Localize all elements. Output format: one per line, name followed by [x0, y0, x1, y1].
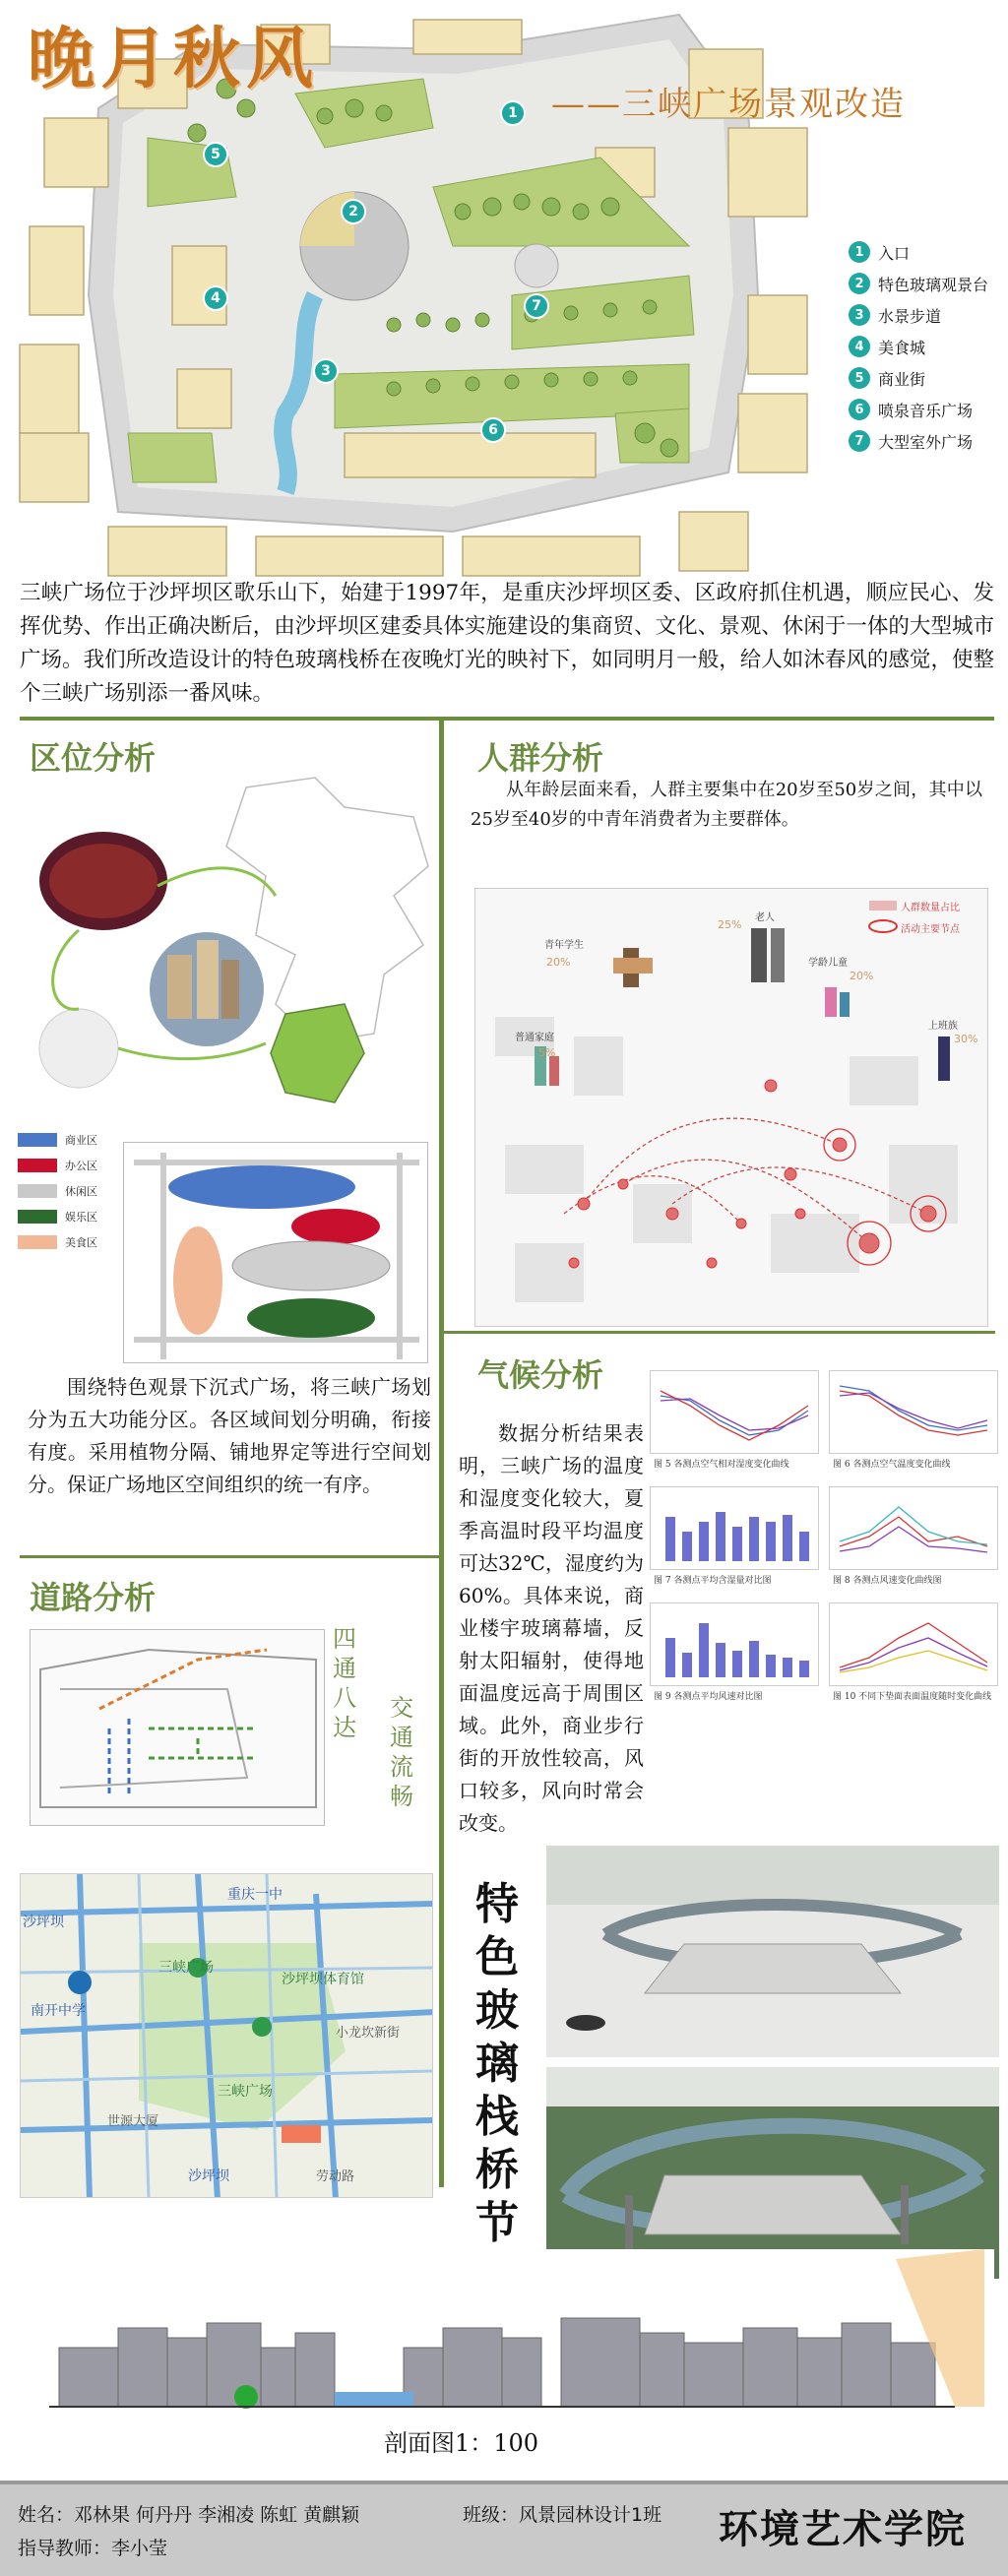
- zone-swatch: [18, 1184, 57, 1198]
- climate-title: 气候分析: [477, 1356, 604, 1394]
- zone-legend: [18, 1127, 97, 1255]
- crowd-map: [474, 888, 988, 1327]
- footer: [0, 2481, 1008, 2576]
- legend-label: 特色玻璃观景台: [878, 275, 989, 294]
- crowd-group-pct: 25%: [718, 918, 742, 931]
- map-label: 沙坪坝: [23, 1915, 64, 1930]
- legend-num: 3: [849, 304, 870, 326]
- zone-legend-row: [18, 1153, 97, 1178]
- climate-chart-5: [650, 1370, 819, 1454]
- plan-pin-3: 3: [313, 358, 339, 384]
- plan-pin-5: 5: [203, 142, 228, 167]
- legend-num: 4: [849, 336, 870, 357]
- crowd-group-label: 老人: [755, 912, 775, 923]
- plan-pin-1: 1: [500, 100, 526, 126]
- map-label: 沙坪坝体育馆: [282, 1972, 364, 1987]
- zone-swatch: [18, 1235, 57, 1249]
- chart-caption: 图 6 各测点空气温度变化曲线: [833, 1460, 951, 1470]
- crowd-text: 从年龄层面来看，人群主要集中在20岁至50岁之间，其中以25岁至40岁的中青年消费者为主要群体。: [471, 780, 982, 830]
- legend-num: 2: [849, 273, 870, 294]
- crowd-legend-node: 活动主要节点: [901, 924, 960, 935]
- road-label-a: 四通八达: [333, 1625, 356, 1741]
- crowd-title: 人群分析: [477, 739, 604, 777]
- zone-legend-row: [18, 1204, 97, 1229]
- map-label: 南开中学: [31, 2003, 86, 2019]
- crowd-group-label: 上班族: [928, 1021, 958, 1032]
- chart-caption: 图 9 各测点平均风速对比图: [654, 1692, 763, 1702]
- crowd-group-label: 普通家庭: [515, 1033, 554, 1043]
- crowd-group-pct: 20%: [850, 970, 874, 982]
- legend-num: 5: [849, 367, 870, 389]
- plan-pin-7: 7: [524, 293, 549, 319]
- zone-legend-row: [18, 1127, 97, 1153]
- plan-pin-6: 6: [480, 417, 506, 443]
- crowd-group-label: 青年学生: [544, 940, 584, 951]
- poster-title: 晚月秋风: [28, 20, 320, 98]
- chart-lines: [651, 1371, 820, 1455]
- road-diagram: [30, 1629, 325, 1826]
- legend-row: [849, 362, 1006, 394]
- bridge-render-1: [546, 1846, 999, 2057]
- legend-row: [849, 331, 1006, 362]
- road-title: 道路分析: [30, 1579, 157, 1616]
- plan-pin-2: 2: [341, 199, 366, 224]
- zone-label: 商业区: [65, 1134, 97, 1147]
- crowd-group-label: 学龄儿童: [808, 958, 848, 969]
- chart-lines: [830, 1603, 999, 1687]
- chart-bars: [651, 1603, 820, 1687]
- crowd-group-pct: 5%: [538, 1046, 556, 1059]
- class-name: 班级：风景园林设计1班: [463, 2504, 662, 2526]
- location-illustration: [20, 748, 433, 1122]
- zone-label: 娱乐区: [65, 1211, 97, 1224]
- plan-legend: [849, 236, 1006, 457]
- road-label-b: 交通流畅: [390, 1694, 413, 1810]
- climate-chart-6: [829, 1370, 998, 1454]
- plan-pin-4: 4: [203, 285, 228, 311]
- map-label: 三峡广场: [158, 1960, 214, 1976]
- author-names: 姓名：邓林果 何丹丹 李湘凌 陈虹 黄麒颖: [18, 2504, 360, 2526]
- chart-caption: 图 5 各测点空气相对湿度变化曲线: [654, 1460, 789, 1470]
- map-label: 沙坪坝: [188, 2168, 229, 2184]
- zone-swatch: [18, 1133, 57, 1147]
- crowd-group-pct: 20%: [546, 956, 571, 969]
- map-label: 重庆一中: [227, 1887, 283, 1903]
- zone-swatch: [18, 1159, 57, 1172]
- crowd-group-pct: 30%: [954, 1033, 978, 1045]
- map-label: 劳动路: [316, 2169, 355, 2184]
- intro-paragraph: 三峡广场位于沙坪坝区歌乐山下，始建于1997年，是重庆沙坪坝区委、区政府抓住机遇，顺应民心、发挥优势、作出正确决断后，由沙坪坝区建委具体实施建设的集商贸、文化、景观、休闲于一体的大型城市广场。我们所改造设计的特色玻璃栈桥在夜晚灯光的映衬下，如同明月一般，给人如沐春风的感觉，使整个三峡广场别添一番风味。: [20, 581, 994, 706]
- legend-label: 水景步道: [878, 306, 942, 326]
- legend-row: [849, 236, 1006, 268]
- legend-row: [849, 268, 1006, 299]
- poster-subtitle: ——三峡广场景观改造: [551, 85, 906, 124]
- climate-chart-8: [829, 1486, 998, 1570]
- climate-chart-7: [650, 1486, 819, 1570]
- legend-label: 商业街: [878, 369, 926, 389]
- legend-num: 1: [849, 241, 870, 263]
- legend-label: 美食城: [878, 338, 926, 357]
- section-drawing: [10, 2249, 994, 2421]
- crowd-legend-count: 人群数量占比: [901, 903, 960, 913]
- legend-row: [849, 394, 1006, 425]
- school-name: 环境艺术学院: [719, 2507, 967, 2552]
- location-text: 围绕特色观景下沉式广场，将三峡广场划分为五大功能分区。各区域间划分明确，衔接有度。采用植物分隔、铺地界定等进行空间划分。保证广场地区空间组织的统一有序。: [28, 1375, 431, 1496]
- divider: [20, 1555, 439, 1558]
- legend-label: 喷泉音乐广场: [878, 401, 974, 420]
- zone-label: 办公区: [65, 1160, 97, 1172]
- map-label: 小龙坎新街: [336, 2026, 401, 2041]
- legend-row: [849, 299, 1006, 331]
- glass-bridge-title: 特色玻璃栈桥节: [475, 1879, 519, 2248]
- divider: [20, 717, 994, 721]
- map-label: 三峡广场: [218, 2084, 273, 2100]
- bridge-render-2: [546, 2067, 999, 2279]
- zone-legend-row: [18, 1229, 97, 1255]
- chart-caption: 图 8 各测点风速变化曲线图: [833, 1576, 942, 1586]
- chart-lines: [830, 1487, 999, 1571]
- zone-label: 休闲区: [65, 1185, 97, 1198]
- location-title: 区位分析: [30, 739, 157, 777]
- chart-lines: [830, 1371, 999, 1455]
- divider: [444, 1331, 995, 1334]
- legend-num: 7: [849, 430, 870, 452]
- map-label: 世源大厦: [107, 2114, 159, 2129]
- zoning-diagram: [123, 1142, 428, 1363]
- divider: [439, 721, 444, 2187]
- chart-caption: 图 10 不同下垫面表面温度随时变化曲线: [833, 1692, 992, 1702]
- teacher-name: 指导教师：李小莹: [18, 2538, 168, 2559]
- legend-row: [849, 425, 1006, 457]
- climate-chart-10: [829, 1602, 998, 1686]
- legend-label: 入口: [878, 243, 911, 263]
- climate-text: 数据分析结果表明，三峡广场的温度和湿度变化较大，夏季高温时段平均温度可达32℃，湿度约为60%。具体来说，商业楼宇玻璃幕墙，反射太阳辐射，使得地面温度远高于周围区域。此外，商业步行街的开放性较高，风口较多，风向时常会改变。: [459, 1421, 644, 1835]
- section-caption: 剖面图1：100: [384, 2429, 539, 2457]
- crowd-map-drawing: [475, 889, 989, 1328]
- site-plan: [0, 0, 1008, 581]
- zone-legend-row: [18, 1178, 97, 1204]
- legend-label: 大型室外广场: [878, 432, 974, 452]
- area-map: [20, 1873, 433, 2198]
- climate-chart-9: [650, 1602, 819, 1686]
- zone-swatch: [18, 1210, 57, 1224]
- zone-label: 美食区: [65, 1236, 97, 1249]
- chart-bars: [651, 1487, 820, 1571]
- chart-caption: 图 7 各测点平均含湿量对比图: [654, 1576, 772, 1586]
- legend-num: 6: [849, 399, 870, 420]
